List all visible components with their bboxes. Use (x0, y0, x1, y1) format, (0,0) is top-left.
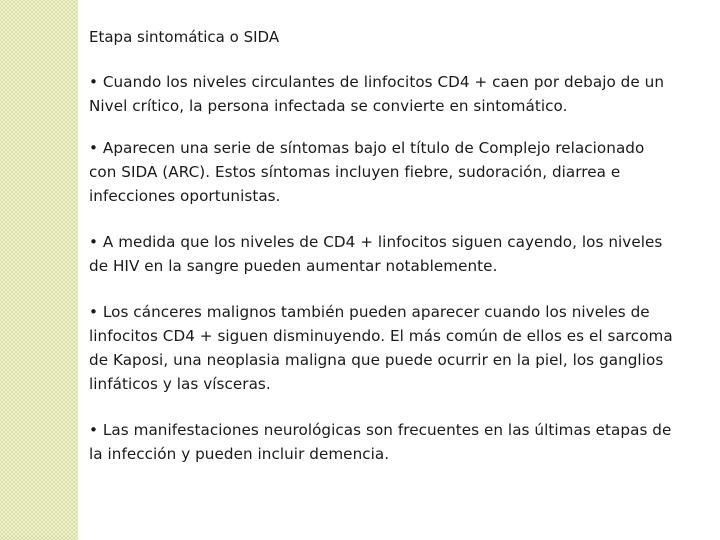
paragraph-line: linfocitos CD4 + siguen disminuyendo. El más común de ellos es el sarcoma (89, 327, 673, 345)
paragraph-line: de HIV en la sangre pueden aumentar notablemente. (89, 257, 498, 275)
paragraph-line: • Aparecen una serie de síntomas bajo el título de Complejo relacionado (89, 139, 645, 157)
paragraph-line: infecciones oportunistas. (89, 187, 281, 205)
paragraph-5 (89, 418, 709, 466)
paragraph-4 (89, 300, 709, 396)
paragraph-2 (89, 136, 709, 208)
paragraph-line: la infección y pueden incluir demencia. (89, 445, 390, 463)
slide-content (89, 26, 709, 466)
paragraph-line: • Los cánceres malignos también pueden aparecer cuando los niveles de (89, 303, 650, 321)
paragraph-line: • Las manifestaciones neurológicas son frecuentes en las últimas etapas de (89, 421, 672, 439)
paragraph-line: Nivel crítico, la persona infectada se convierte en sintomático. (89, 97, 568, 115)
paragraph-line: • Cuando los niveles circulantes de linfocitos CD4 + caen por debajo de un (89, 73, 664, 91)
paragraph-line: de Kaposi, una neoplasia maligna que puede ocurrir en la piel, los ganglios (89, 351, 664, 369)
decorative-side-strip (0, 0, 78, 540)
paragraph-3 (89, 230, 709, 278)
paragraph-1 (89, 70, 709, 118)
paragraph-line: linfáticos y las vísceras. (89, 375, 271, 393)
paragraph-line: • A medida que los niveles de CD4 + linfocitos siguen cayendo, los niveles (89, 233, 663, 251)
paragraph-line: con SIDA (ARC). Estos síntomas incluyen fiebre, sudoración, diarrea e (89, 163, 621, 181)
slide-title: Etapa sintomática o SIDA (89, 28, 280, 46)
